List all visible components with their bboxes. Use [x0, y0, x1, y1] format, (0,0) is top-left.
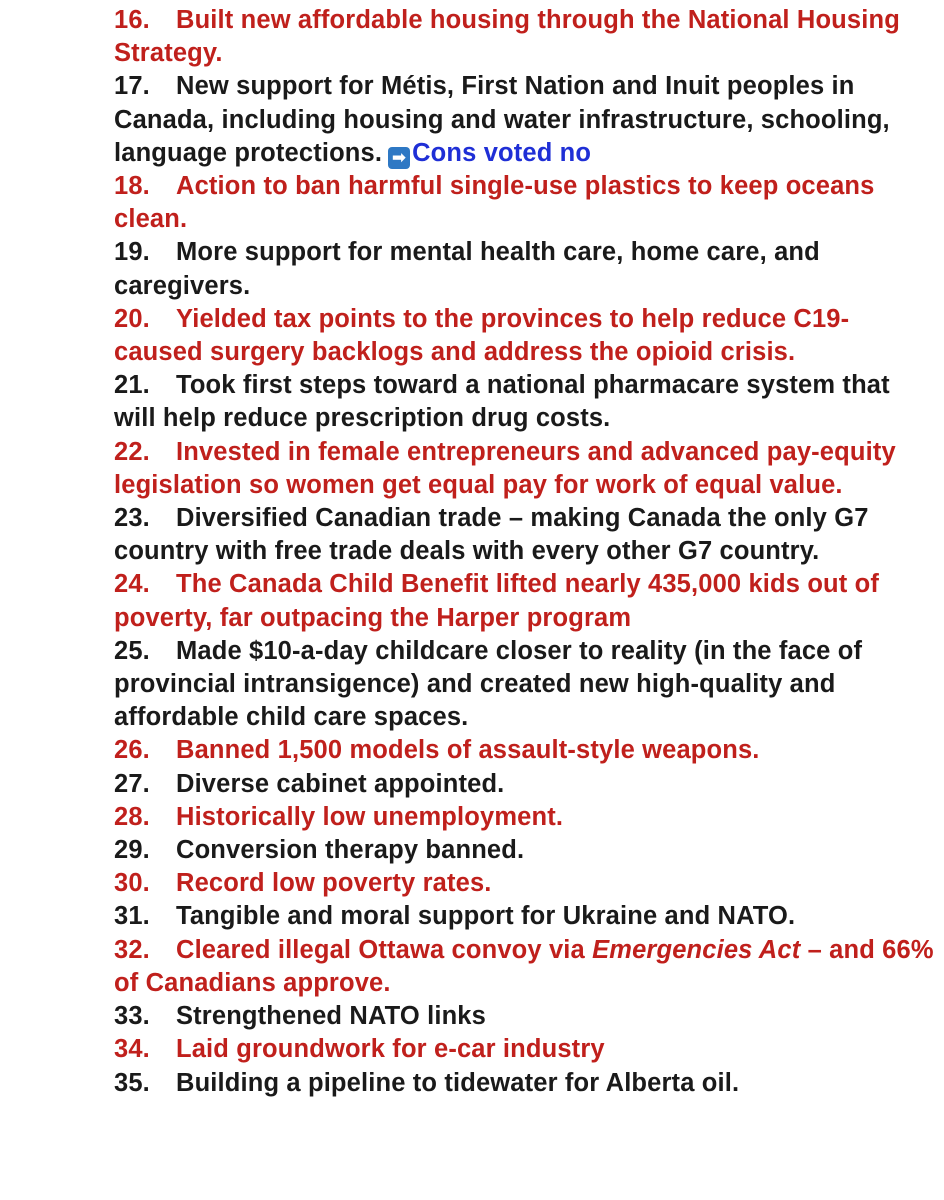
item-number: 21.: [114, 371, 150, 400]
item-number: 34.: [114, 1035, 150, 1064]
item-number: 28.: [114, 802, 150, 831]
act-name: Emergencies Act: [592, 935, 801, 964]
item-number: 17.: [114, 72, 150, 101]
item-number: 33.: [114, 1002, 150, 1031]
item-number: 23.: [114, 504, 150, 533]
item-number: 32.: [114, 935, 150, 964]
list-item: [114, 1000, 934, 1033]
vote-note: Cons voted no: [412, 138, 592, 167]
item-text: Tangible and moral support for Ukraine and NATO.: [176, 902, 796, 931]
item-number: 22.: [114, 437, 150, 466]
item-text: Diverse cabinet appointed.: [176, 769, 505, 798]
list-item: [114, 768, 934, 801]
item-text: New support for Métis, First Nation and Inuit peoples in Canada, including housing and water infrastructure, schooling, language protections.: [114, 72, 890, 167]
list-item: [114, 934, 934, 1000]
list-item: [114, 900, 934, 933]
item-text: Took first steps toward a national pharmacare system that will help reduce prescription drug costs.: [114, 371, 890, 433]
item-text: The Canada Child Benefit lifted nearly 435,000 kids out of poverty, far outpacing the Harper program: [114, 570, 880, 632]
list-item: [114, 170, 934, 236]
item-text: Historically low unemployment.: [176, 802, 564, 831]
item-number: 27.: [114, 769, 150, 798]
item-text: Building a pipeline to tidewater for Alberta oil.: [176, 1068, 740, 1097]
item-number: 29.: [114, 836, 150, 865]
accomplishments-list: [114, 4, 934, 1100]
list-item: [114, 1067, 934, 1100]
list-item: [114, 635, 934, 735]
item-text: Yielded tax points to the provinces to help reduce C19-caused surgery backlogs and address the opioid crisis.: [114, 304, 850, 367]
list-item: [114, 801, 934, 834]
right-arrow-icon: ➡: [388, 147, 410, 169]
item-number: 30.: [114, 869, 150, 898]
item-text: Invested in female entrepreneurs and advanced pay-equity legislation so women get equal pay for work of equal value.: [114, 437, 896, 499]
list-item: [114, 236, 934, 302]
list-item: [114, 734, 934, 767]
item-text: Banned 1,500 models of assault-style weapons.: [176, 736, 760, 765]
list-item: [114, 303, 934, 369]
item-number: 20.: [114, 304, 150, 333]
item-text: Built new affordable housing through the National Housing Strategy.: [114, 6, 900, 68]
list-item: [114, 369, 934, 435]
list-item: [114, 867, 934, 900]
item-number: 25.: [114, 636, 150, 665]
item-number: 35.: [114, 1068, 150, 1097]
list-item: [114, 4, 934, 70]
item-text: Action to ban harmful single-use plastics to keep oceans clean.: [114, 172, 875, 234]
item-text: Conversion therapy banned.: [176, 836, 525, 865]
item-number: 19.: [114, 238, 150, 267]
item-text: Laid groundwork for e-car industry: [176, 1035, 605, 1064]
item-number: 18.: [114, 172, 150, 201]
list-item: [114, 568, 934, 634]
item-text: Made $10-a-day childcare closer to reality (in the face of provincial intransigence) and created new high-quality and affordable child care spaces.: [114, 636, 863, 732]
item-text-before: Cleared illegal Ottawa convoy via: [176, 935, 585, 964]
item-number: 31.: [114, 902, 150, 931]
item-number: 24.: [114, 570, 150, 599]
item-text: More support for mental health care, home care, and caregivers.: [114, 238, 820, 300]
item-text: Strengthened NATO links: [176, 1002, 486, 1031]
item-text: Diversified Canadian trade – making Canada the only G7 country with free trade deals with every other G7 country.: [114, 504, 869, 566]
list-item: [114, 436, 934, 502]
list-item: [114, 70, 934, 170]
list-item: [114, 1033, 934, 1066]
list-item: [114, 834, 934, 867]
item-number: 16.: [114, 6, 150, 34]
item-number: 26.: [114, 736, 150, 765]
list-item: [114, 502, 934, 568]
item-text-after: – and 66% of Canadians approve.: [114, 935, 934, 997]
item-text: Record low poverty rates.: [176, 869, 492, 898]
